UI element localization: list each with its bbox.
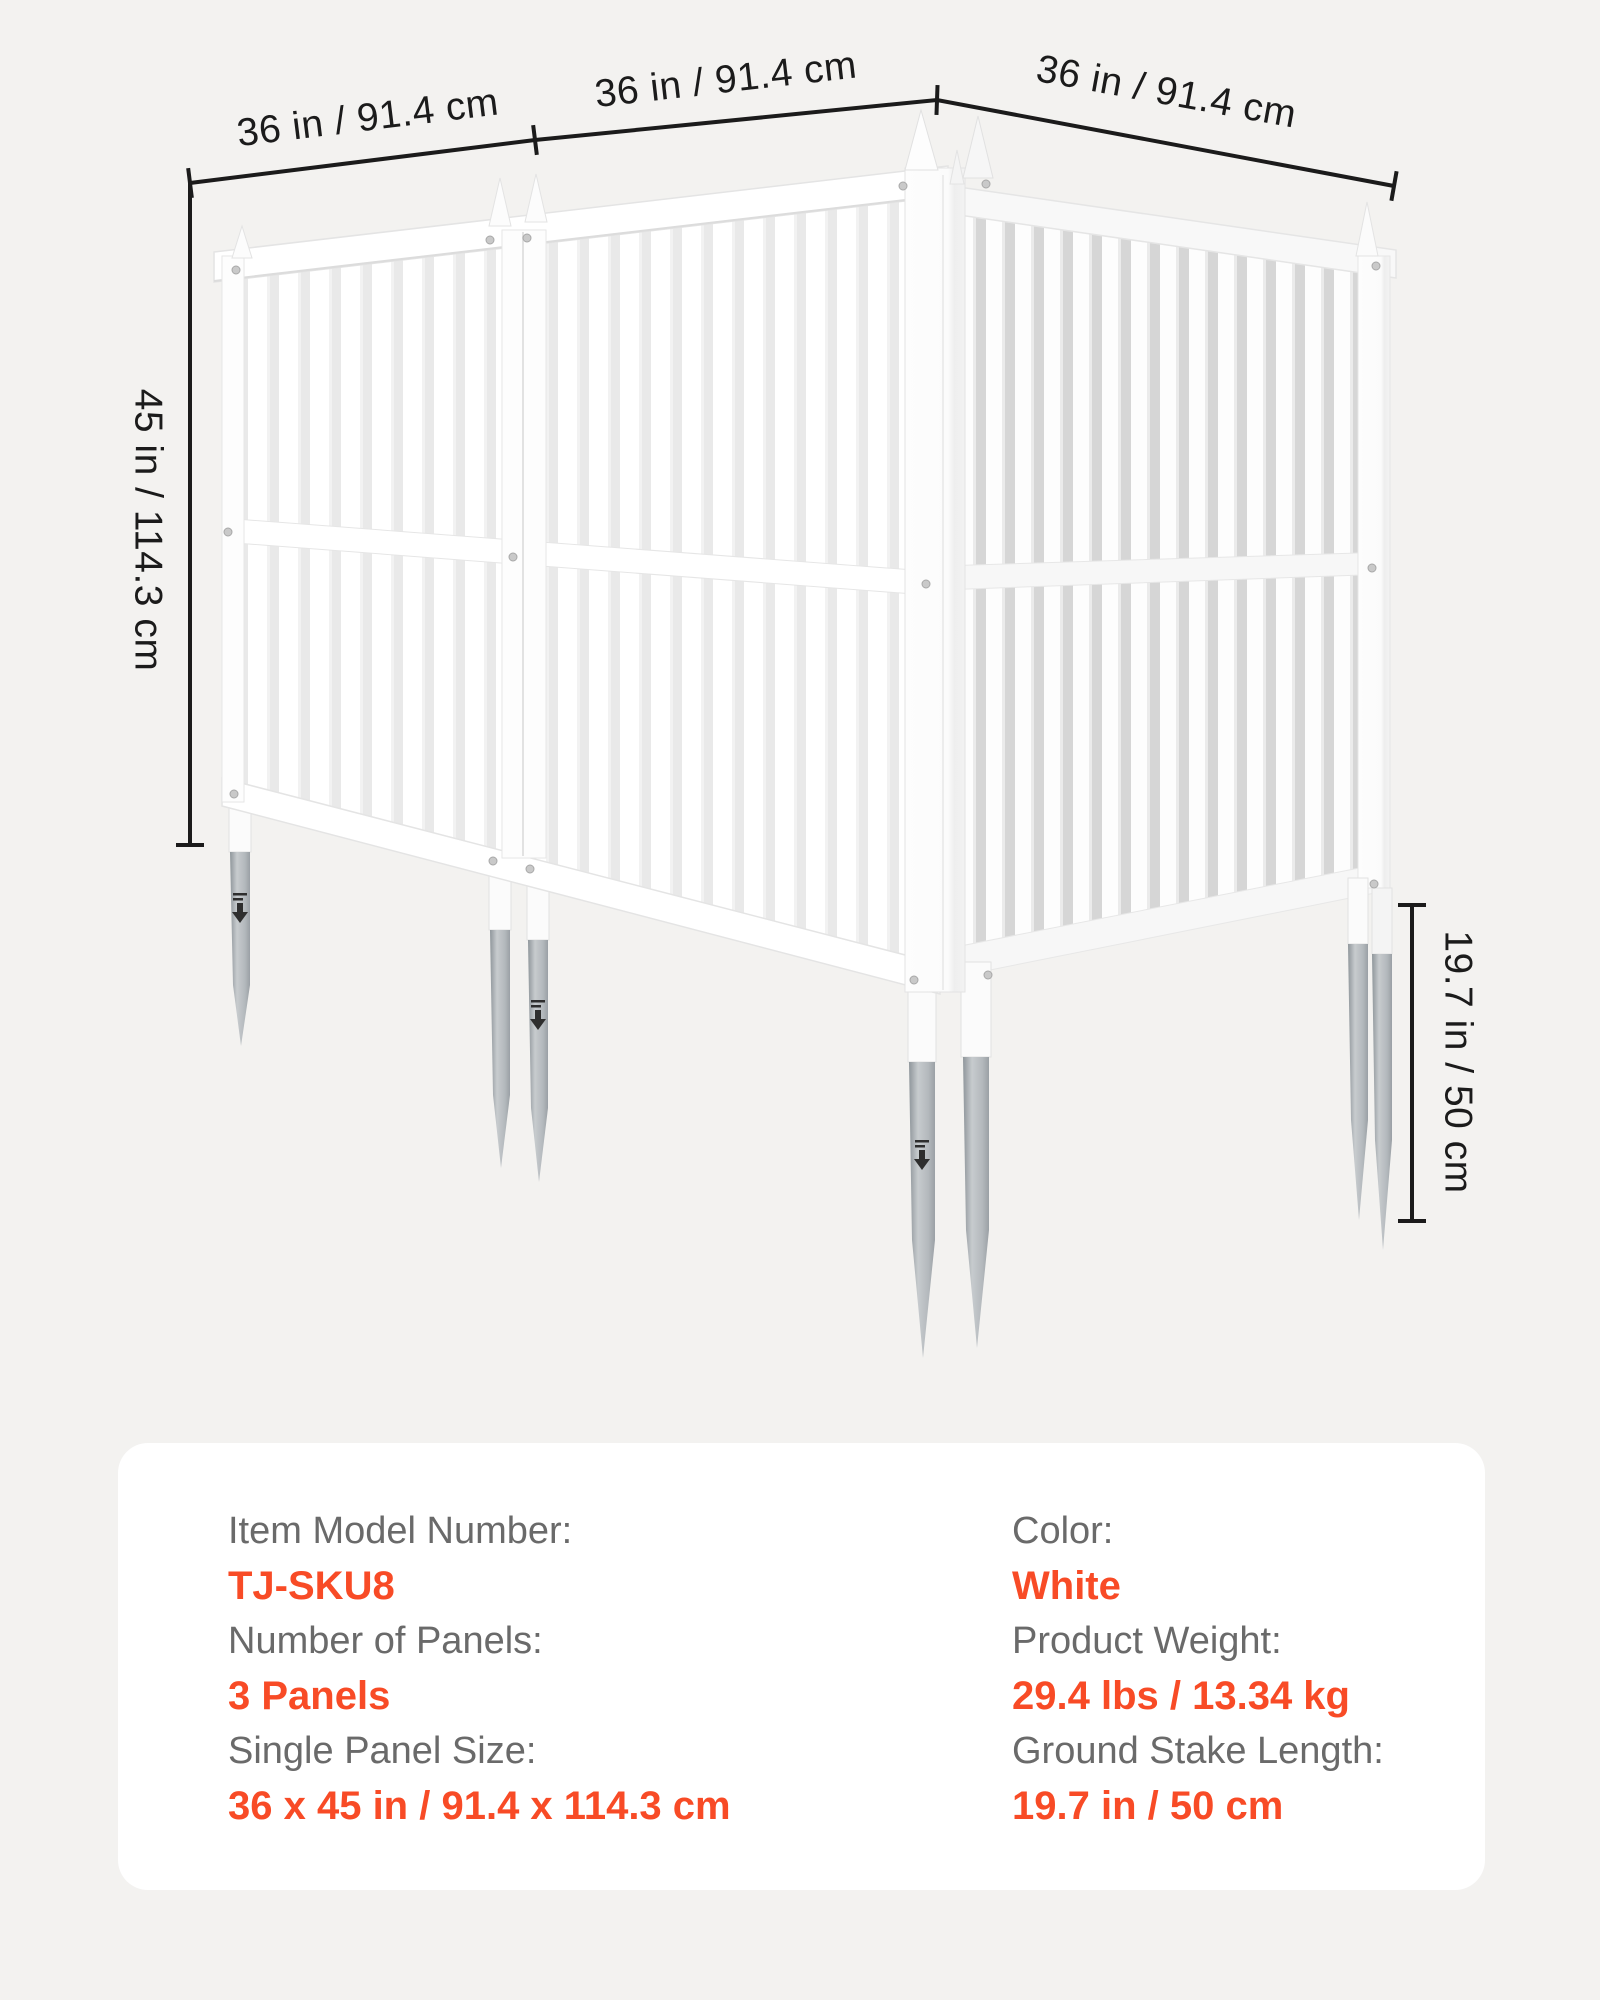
dim-label-stake-length: 19.7 in / 50 cm [1436,930,1480,1194]
spec-card [118,1443,1485,1890]
far-right-legs [1348,878,1392,1250]
finial-far-right-icon [1356,202,1378,256]
spec-label: Product Weight: [1012,1620,1282,1662]
spec-column-right [1012,1504,1384,1834]
corner-back-leg [961,962,991,1348]
dim-label-panel-height: 45 in / 114.3 cm [126,388,170,672]
spec-value: 3 Panels [228,1674,391,1718]
spec-value: 19.7 in / 50 cm [1012,1784,1284,1828]
dim-label-panel3-width: 36 in / 91.4 cm [1033,47,1300,137]
spec-value: 36 x 45 in / 91.4 x 114.3 cm [228,1784,731,1828]
spec-value: 29.4 lbs / 13.34 kg [1012,1674,1350,1718]
spec-label: Number of Panels: [228,1620,543,1662]
spec-value: TJ-SKU8 [228,1564,395,1608]
spec-value: White [1012,1564,1121,1608]
spec-label: Ground Stake Length: [1012,1730,1384,1772]
dim-label-panel2-width: 36 in / 91.4 cm [592,43,859,117]
spec-label: Item Model Number: [228,1510,573,1552]
spec-column-left [228,1504,731,1834]
fence-side-panel [935,170,1396,1000]
spec-label: Color: [1012,1510,1114,1552]
spec-label: Single Panel Size: [228,1730,537,1772]
dim-label-panel1-width: 36 in / 91.4 cm [234,80,502,156]
